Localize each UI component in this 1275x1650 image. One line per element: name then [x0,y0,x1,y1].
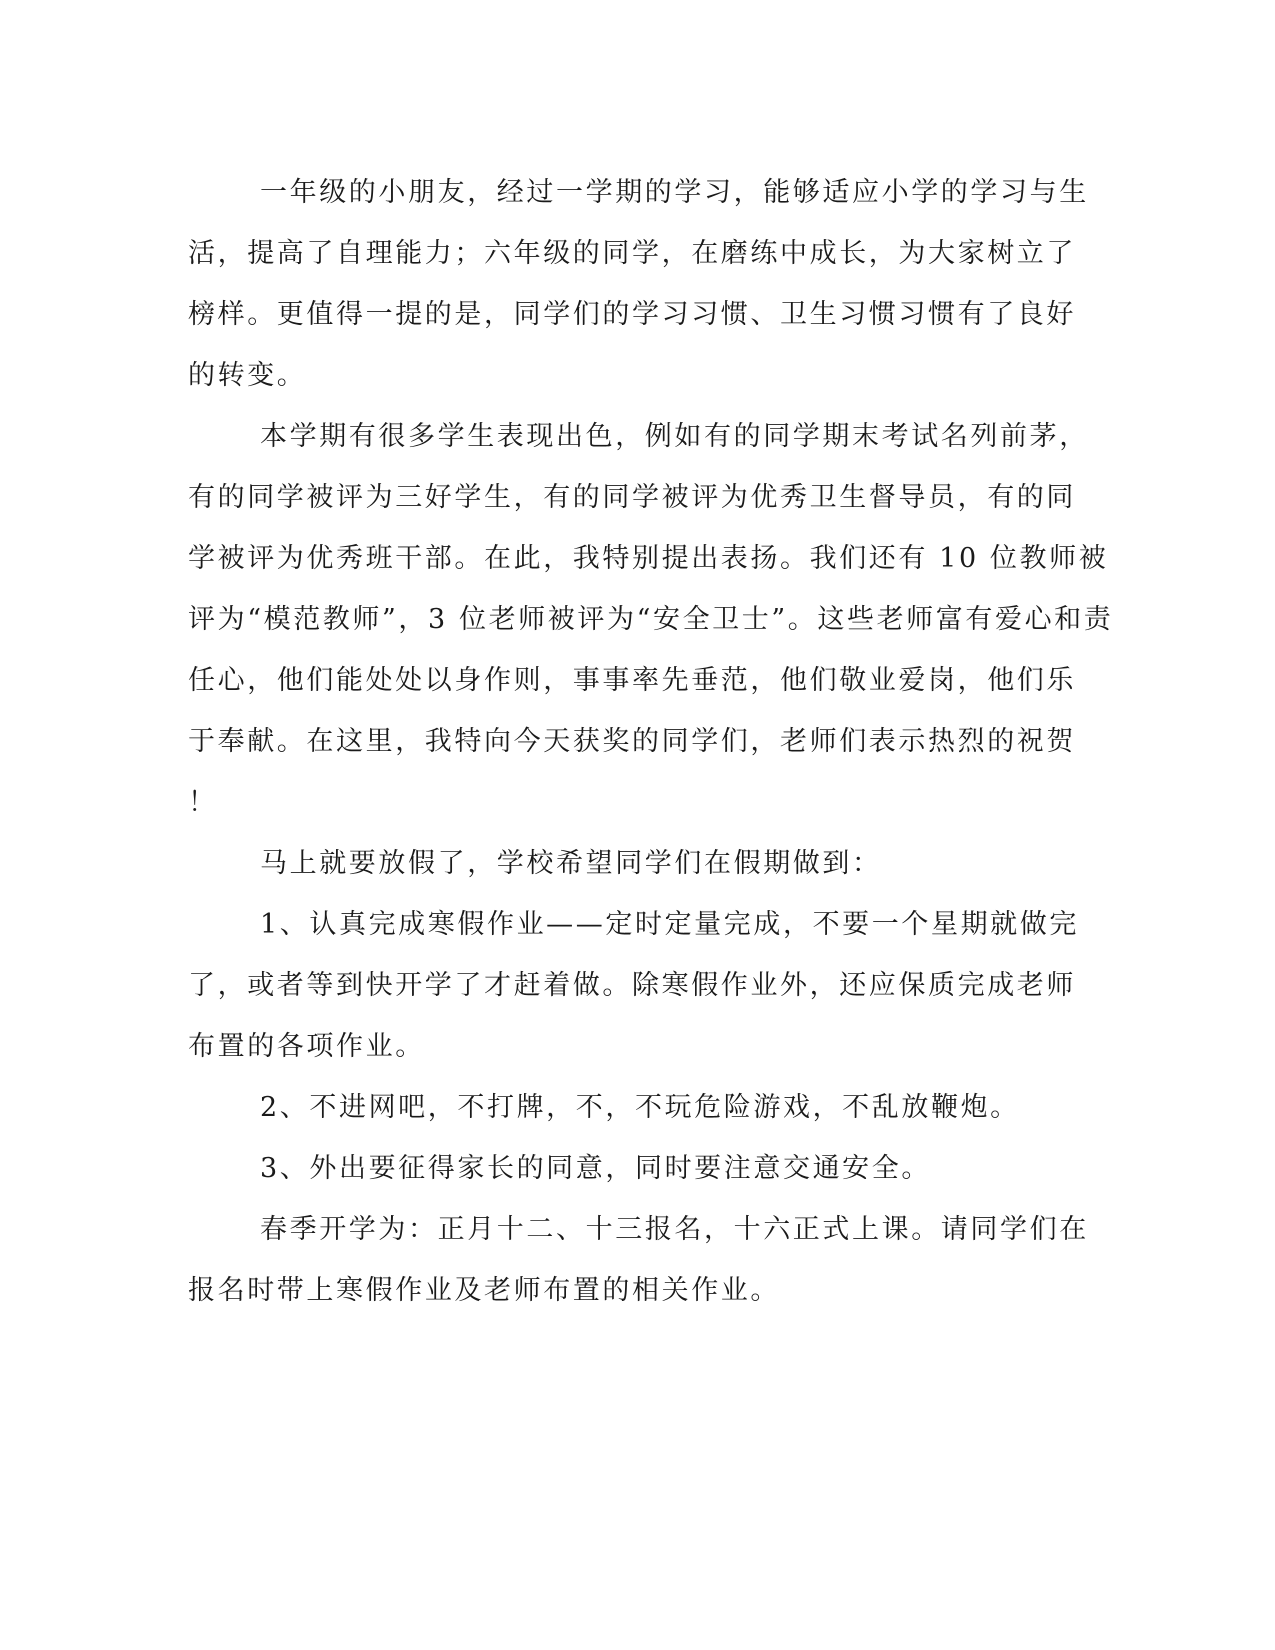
paragraph-1-line-1: 一年级的小朋友，经过一学期的学习，能够适应小学的学习与生 [260,177,1089,208]
list-item-2: 2、不进网吧，不打牌，不，不玩危险游戏，不乱放鞭炮。 [260,1092,1020,1123]
document-body [188,162,1114,1321]
paragraph-1-line-3: 榜样。更值得一提的是，同学们的学习习惯、卫生习惯习惯有了良好 [188,299,1076,330]
list-item-1-line-1: 1、认真完成寒假作业——定时定量完成，不要一个星期就做完 [260,909,1079,940]
paragraph-4-line-2: 报名时带上寒假作业及老师布置的相关作业。 [188,1275,780,1306]
paragraph-1-line-4: 的转变。 [188,360,307,391]
list-item-3: 3、外出要征得家长的同意，同时要注意交通安全。 [260,1153,931,1184]
paragraph-2-line-7: ！ [188,787,218,818]
list-item-1-line-3: 布置的各项作业。 [188,1031,425,1062]
paragraph-2-line-1: 本学期有很多学生表现出色，例如有的同学期末考试名列前茅， [260,421,1089,452]
paragraph-3-line-1: 马上就要放假了，学校希望同学们在假期做到： [260,848,882,879]
paragraph-2-line-6: 于奉献。在这里，我特向今天获奖的同学们，老师们表示热烈的祝贺 [188,726,1076,757]
paragraph-2-line-4: 评为“模范教师”，3 位老师被评为“安全卫士”。这些老师富有爱心和责 [188,604,1114,635]
list-item-1-line-2: 了，或者等到快开学了才赶着做。除寒假作业外，还应保质完成老师 [188,970,1076,1001]
paragraph-4-line-1: 春季开学为：正月十二、十三报名，十六正式上课。请同学们在 [260,1214,1089,1245]
paragraph-2-line-5: 任心，他们能处处以身作则，事事率先垂范，他们敬业爱岗，他们乐 [188,665,1076,696]
paragraph-1-line-2: 活，提高了自理能力；六年级的同学，在磨练中成长，为大家树立了 [188,238,1076,269]
paragraph-2-line-2: 有的同学被评为三好学生，有的同学被评为优秀卫生督导员，有的同 [188,482,1076,513]
paragraph-2-line-3: 学被评为优秀班干部。在此，我特别提出表扬。我们还有 10 位教师被 [188,543,1109,574]
